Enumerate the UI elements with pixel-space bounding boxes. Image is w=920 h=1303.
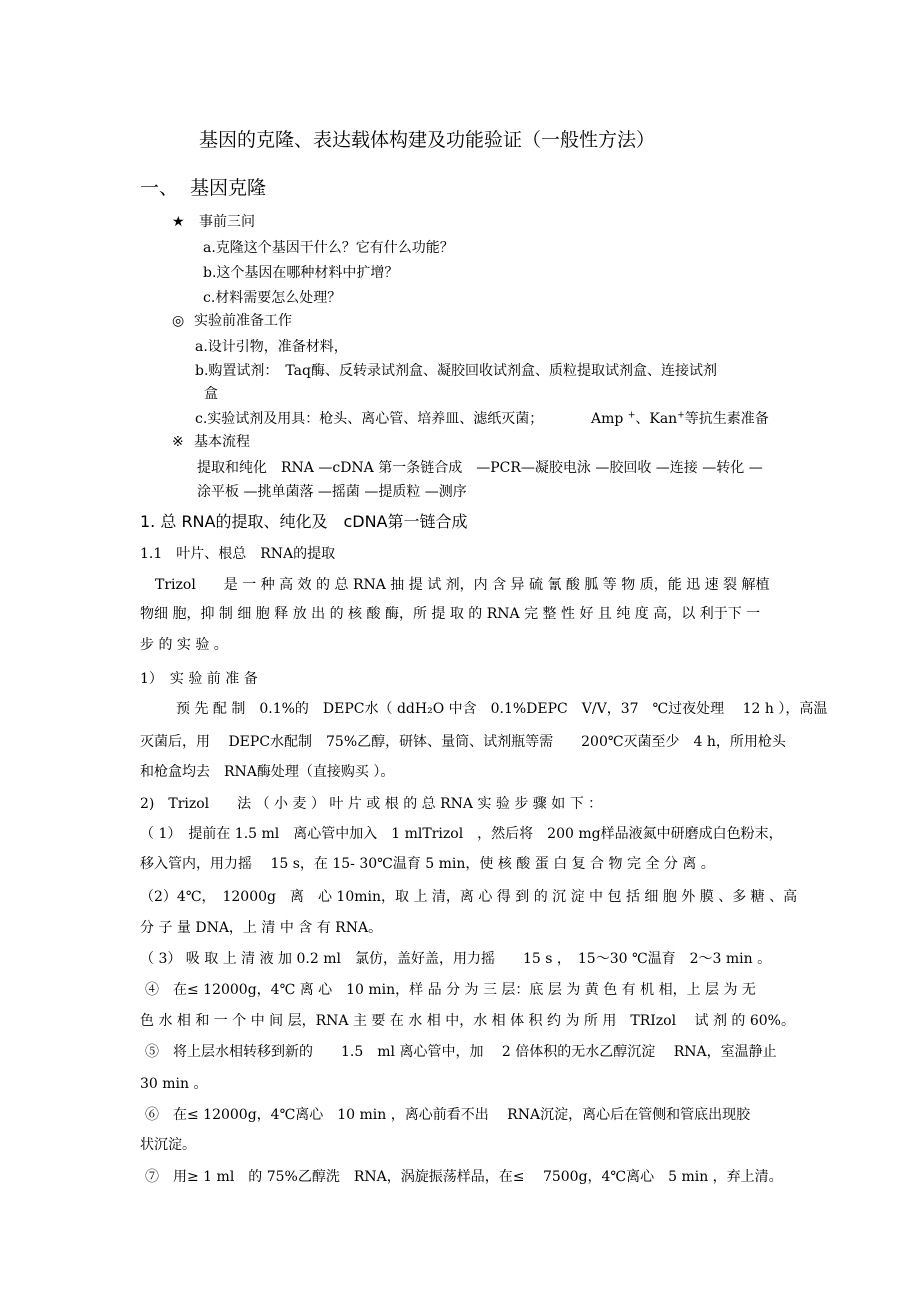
step-heading: 2) Trizol 法 （ 小 麦 ） 叶 片 或 根 的 总 RNA 实 验 步 骤 如 下 ： xyxy=(140,796,603,812)
prep-heading: 实验前准备工作 xyxy=(194,313,292,329)
star-icon: ★ xyxy=(172,214,185,230)
section-heading: 基因克隆 xyxy=(190,177,267,199)
step-line: 移入管内，用力摇 15 s，在 15- 30℃温育 5 min，使 核 酸 蛋 白 复 合 物 完 全 分 离 。 xyxy=(140,856,715,872)
question-item: b.这个基因在哪种材料中扩增？ xyxy=(203,265,399,281)
document-title: 基因的克隆、表达载体构建及功能验证（一般性方法） xyxy=(199,129,656,151)
step-line: 分 子 量 DNA，上 清 中 含 有 RNA。 xyxy=(140,920,383,936)
step-line: ⑦ 用≥ 1 ml 的 75%乙醇洗 RNA，涡旋振荡样品，在≤ 7500g，4℃离心 5 min ，弃上清。 xyxy=(145,1169,783,1185)
step-line: ④ 在≤ 12000g，4℃ 离 心 10 min，样 品 分 为 三 层：底 层 为 黄 色 有 机 相，上 层 为 无 xyxy=(145,982,756,998)
step-line: ⑤ 将上层水相转移到新的 1.5 ml 离心管中，加 2 倍体积的无水乙醇沉淀 RNA，室温静止 xyxy=(145,1044,777,1060)
paragraph-line: 灭菌后，用 DEPC水配制 75%乙醇，研钵、量筒、试剂瓶等需 200℃灭菌至少 4 h，所用枪头 xyxy=(140,734,786,750)
subsection-heading: 1. 总 RNA的提取、纯化及 cDNA第一链合成 xyxy=(140,512,468,531)
paragraph-line: Trizol 是 一 种 高 效 的 总 RNA 抽 提 试 剂，内 含 异 硫 氰 酸 胍 等 物 质，能 迅 速 裂 解植 xyxy=(155,577,770,593)
question-item: a.克隆这个基因干什么？它有什么功能？ xyxy=(203,240,454,256)
step-line: （2）4℃， 12000g 离 心 10min，取 上 清，离 心 得 到 的 沉 淀 中 包 括 细 胞 外 膜 、多 糖 、高 xyxy=(140,889,798,905)
paragraph-line: 步 的 实 验 。 xyxy=(140,637,228,653)
circle-icon: ◎ xyxy=(172,313,185,329)
questions-heading: 事前三问 xyxy=(199,214,255,230)
section-number: 一、 xyxy=(140,177,179,199)
flow-line: 提取和纯化 RNA —cDNA 第一条链合成 —PCR—凝胶电泳 —胶回收 —连接 —转化 — xyxy=(197,460,763,476)
prep-item: c.实验试剂及用具：枪头、离心管、培养皿、滤纸灭菌； xyxy=(195,411,544,427)
step-line: （ 1） 提前在 1.5 ml 离心管中加入 1 mlTrizol ，然后将 200 mg样品液氮中研磨成白色粉末， xyxy=(140,826,783,842)
reference-mark-icon: ※ xyxy=(172,434,184,450)
prep-item: b.购置试剂： Taq酶、反转录试剂盒、凝胶回收试剂盒、质粒提取试剂盒、连接试剂 xyxy=(195,363,717,379)
question-item: c.材料需要怎么处理？ xyxy=(203,290,342,306)
step-heading: 1） 实 验 前 准 备 xyxy=(140,671,258,687)
prep-item: a.设计引物，准备材料， xyxy=(195,339,348,355)
flow-line: 涂平板 —挑单菌落 —摇菌 —提质粒 —测序 xyxy=(197,484,467,500)
paragraph-line: 物细 胞，抑 制 细 胞 释 放 出 的 核 酸 酶，所 提 取 的 RNA 完 整 性 好 且 纯 度 高，以 利于下 一 xyxy=(140,606,761,622)
flow-heading: 基本流程 xyxy=(194,434,250,450)
step-line: 状沉淀。 xyxy=(140,1137,196,1153)
prep-item-continued: 盒 xyxy=(204,386,218,402)
antibiotic-note: Amp +、Kan+等抗生素准备 xyxy=(591,410,769,427)
paragraph-line: 预 先 配 制 0.1%的 DEPC水（ ddH₂O 中含 0.1%DEPC V/V，37 ℃过夜处理 12 h ），高温 xyxy=(176,701,828,717)
step-line: （ 3） 吸 取 上 清 液 加 0.2 ml 氯仿，盖好盖，用力摇 15 s ， 15～30 ℃温育 2～3 min 。 xyxy=(140,951,772,967)
step-line: 30 min 。 xyxy=(140,1076,208,1092)
step-line: ⑥ 在≤ 12000g，4℃离心 10 min ，离心前看不出 RNA沉淀，离心后在管侧和管底出现胶 xyxy=(145,1107,751,1123)
subsubsection-heading: 1.1 叶片、根总 RNA的提取 xyxy=(140,546,336,562)
paragraph-line: 和枪盒均去 RNA酶处理（直接购买 ）。 xyxy=(140,764,395,780)
step-line: 色 水 相 和 一 个 中 间 层，RNA 主 要 在 水 相 中，水 相 体 积 约 为 所 用 TRIzol 试 剂 的 60%。 xyxy=(140,1013,795,1029)
